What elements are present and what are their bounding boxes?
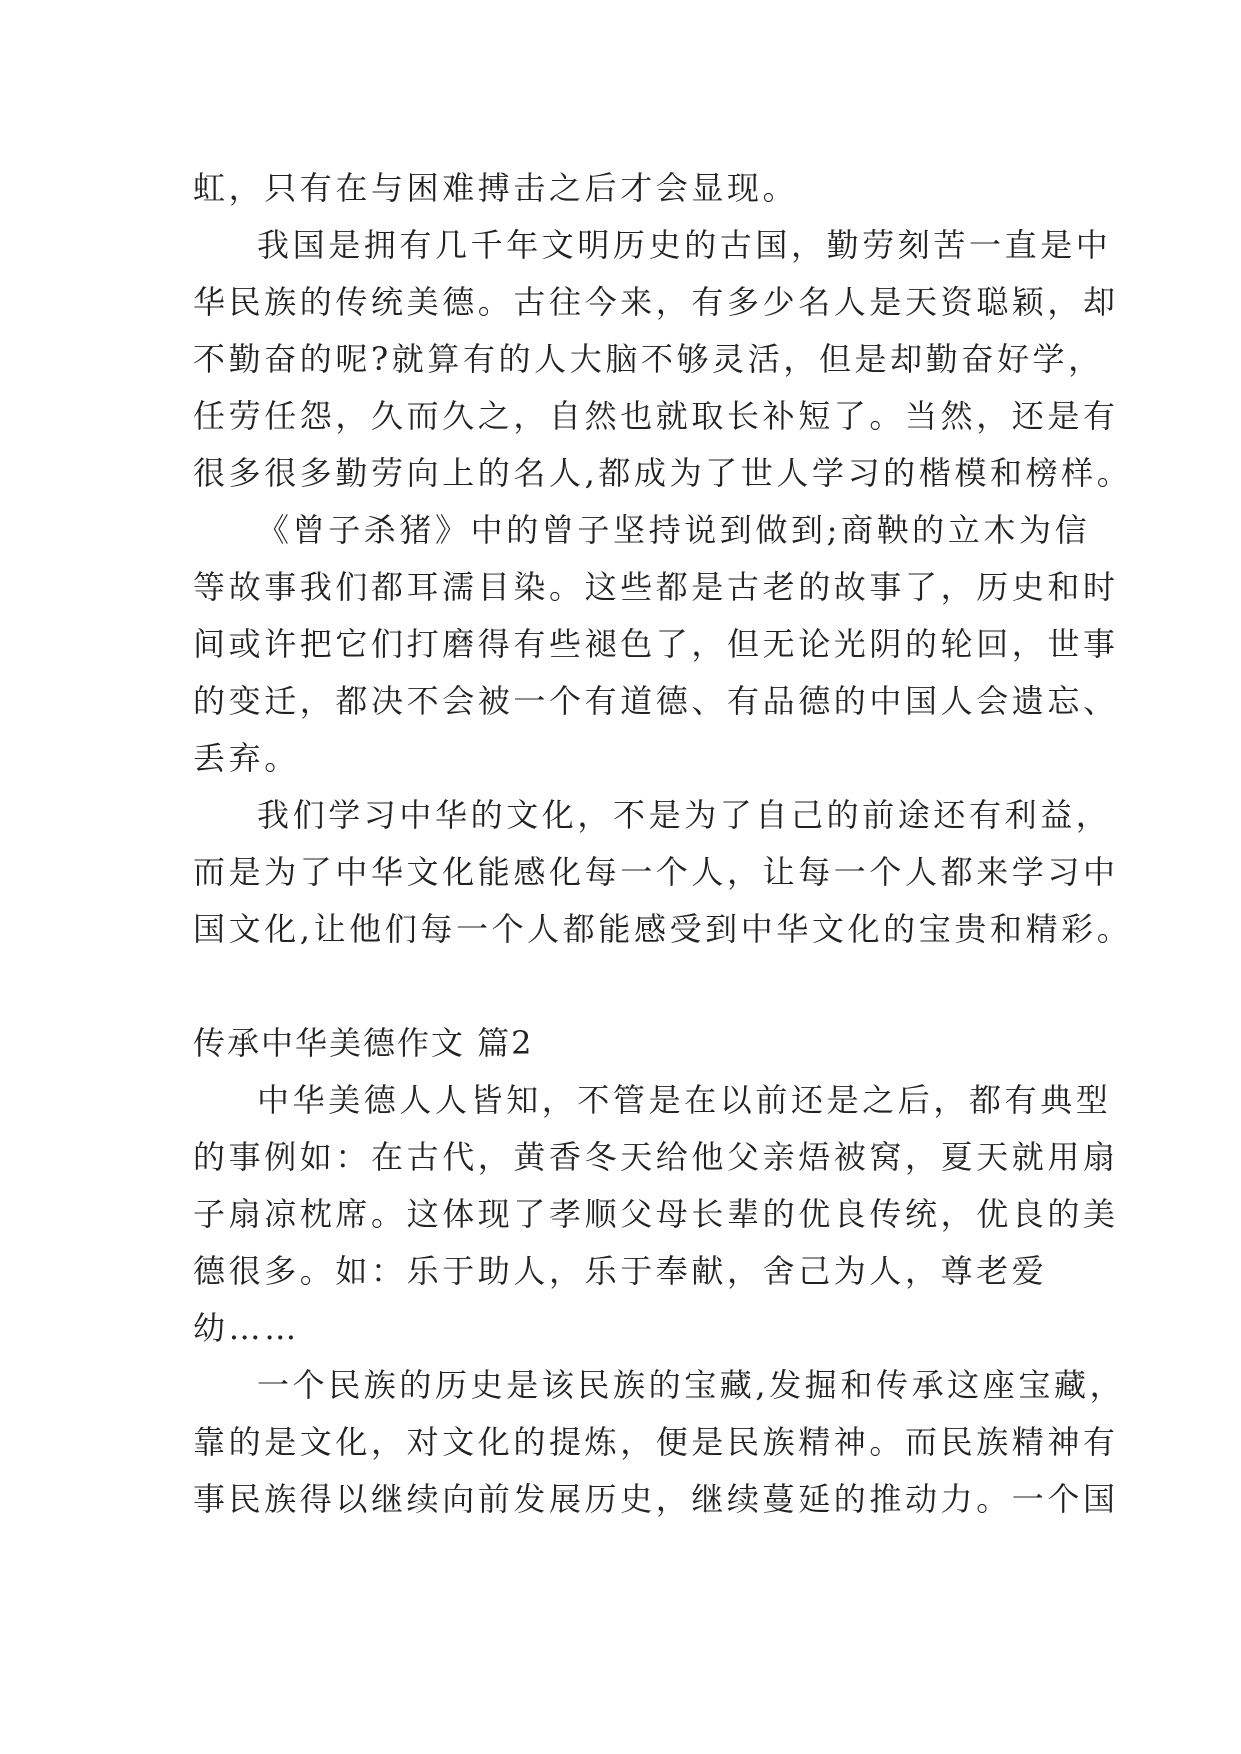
text-line: 事民族得以继续向前发展历史，继续蔓延的推动力。一个国 [193, 1480, 1119, 1518]
text-line: 德很多。如：乐于助人，乐于奉献，舍己为人，尊老爱 [193, 1252, 1048, 1290]
text-line: 《曾子杀猪》中的曾子坚持说到做到;商鞅的立木为信 [257, 511, 1091, 549]
paragraph [193, 1357, 1126, 1528]
paragraph [193, 1072, 1119, 1357]
text-line: 间或许把它们打磨得有些褪色了，但无论光阴的轮回，世事 [193, 625, 1119, 663]
paragraph [193, 160, 1073, 217]
text-line: 中华美德人人皆知，不管是在以前还是之后，都有典型 [257, 1081, 1112, 1119]
text-line: 幼…… [193, 1309, 300, 1347]
document-page [193, 160, 1133, 1528]
text-line: 很多很多勤劳向上的名人,都成为了世人学习的楷模和榜样。 [193, 454, 1133, 492]
paragraph [193, 217, 1133, 502]
text-line: 我国是拥有几千年文明历史的古国，勤劳刻苦一直是中 [257, 226, 1112, 264]
text-line: 我们学习中华的文化，不是为了自己的前途还有利益， [257, 796, 1112, 834]
text-line: 等故事我们都耳濡目染。这些都是古老的故事了，历史和时 [193, 568, 1119, 606]
text-line: 丢弃。 [193, 739, 300, 777]
paragraph [193, 502, 1119, 787]
paragraph [193, 787, 1133, 958]
text-line: 而是为了中华文化能感化每一个人，让每一个人都来学习中 [193, 853, 1119, 891]
text-line: 的事例如：在古代，黄香冬天给他父亲焐被窝，夏天就用扇 [193, 1138, 1119, 1176]
text-line: 靠的是文化，对文化的提炼，便是民族精神。而民族精神有 [193, 1423, 1119, 1461]
text-line: 子扇凉枕席。这体现了孝顺父母长辈的优良传统，优良的美 [193, 1195, 1119, 1233]
text-line: 国文化,让他们每一个人都能感受到中华文化的宝贵和精彩。 [193, 910, 1133, 948]
text-line: 一个民族的历史是该民族的宝藏,发掘和传承这座宝藏， [257, 1366, 1126, 1404]
section-heading: 传承中华美德作文 篇2 [193, 1024, 534, 1062]
text-line: 华民族的传统美德。古往今来，有多少名人是天资聪颖，却 [193, 283, 1119, 321]
text-line: 任劳任怨，久而久之，自然也就取长补短了。当然，还是有 [193, 397, 1119, 435]
text-line: 的变迁，都决不会被一个有道德、有品德的中国人会遗忘、 [193, 682, 1119, 720]
text-line: 不勤奋的呢?就算有的人大脑不够灵活，但是却勤奋好学， [193, 340, 1104, 378]
text-line: 虹，只有在与困难搏击之后才会显现。 [193, 169, 799, 207]
section-gap [193, 958, 1073, 1015]
